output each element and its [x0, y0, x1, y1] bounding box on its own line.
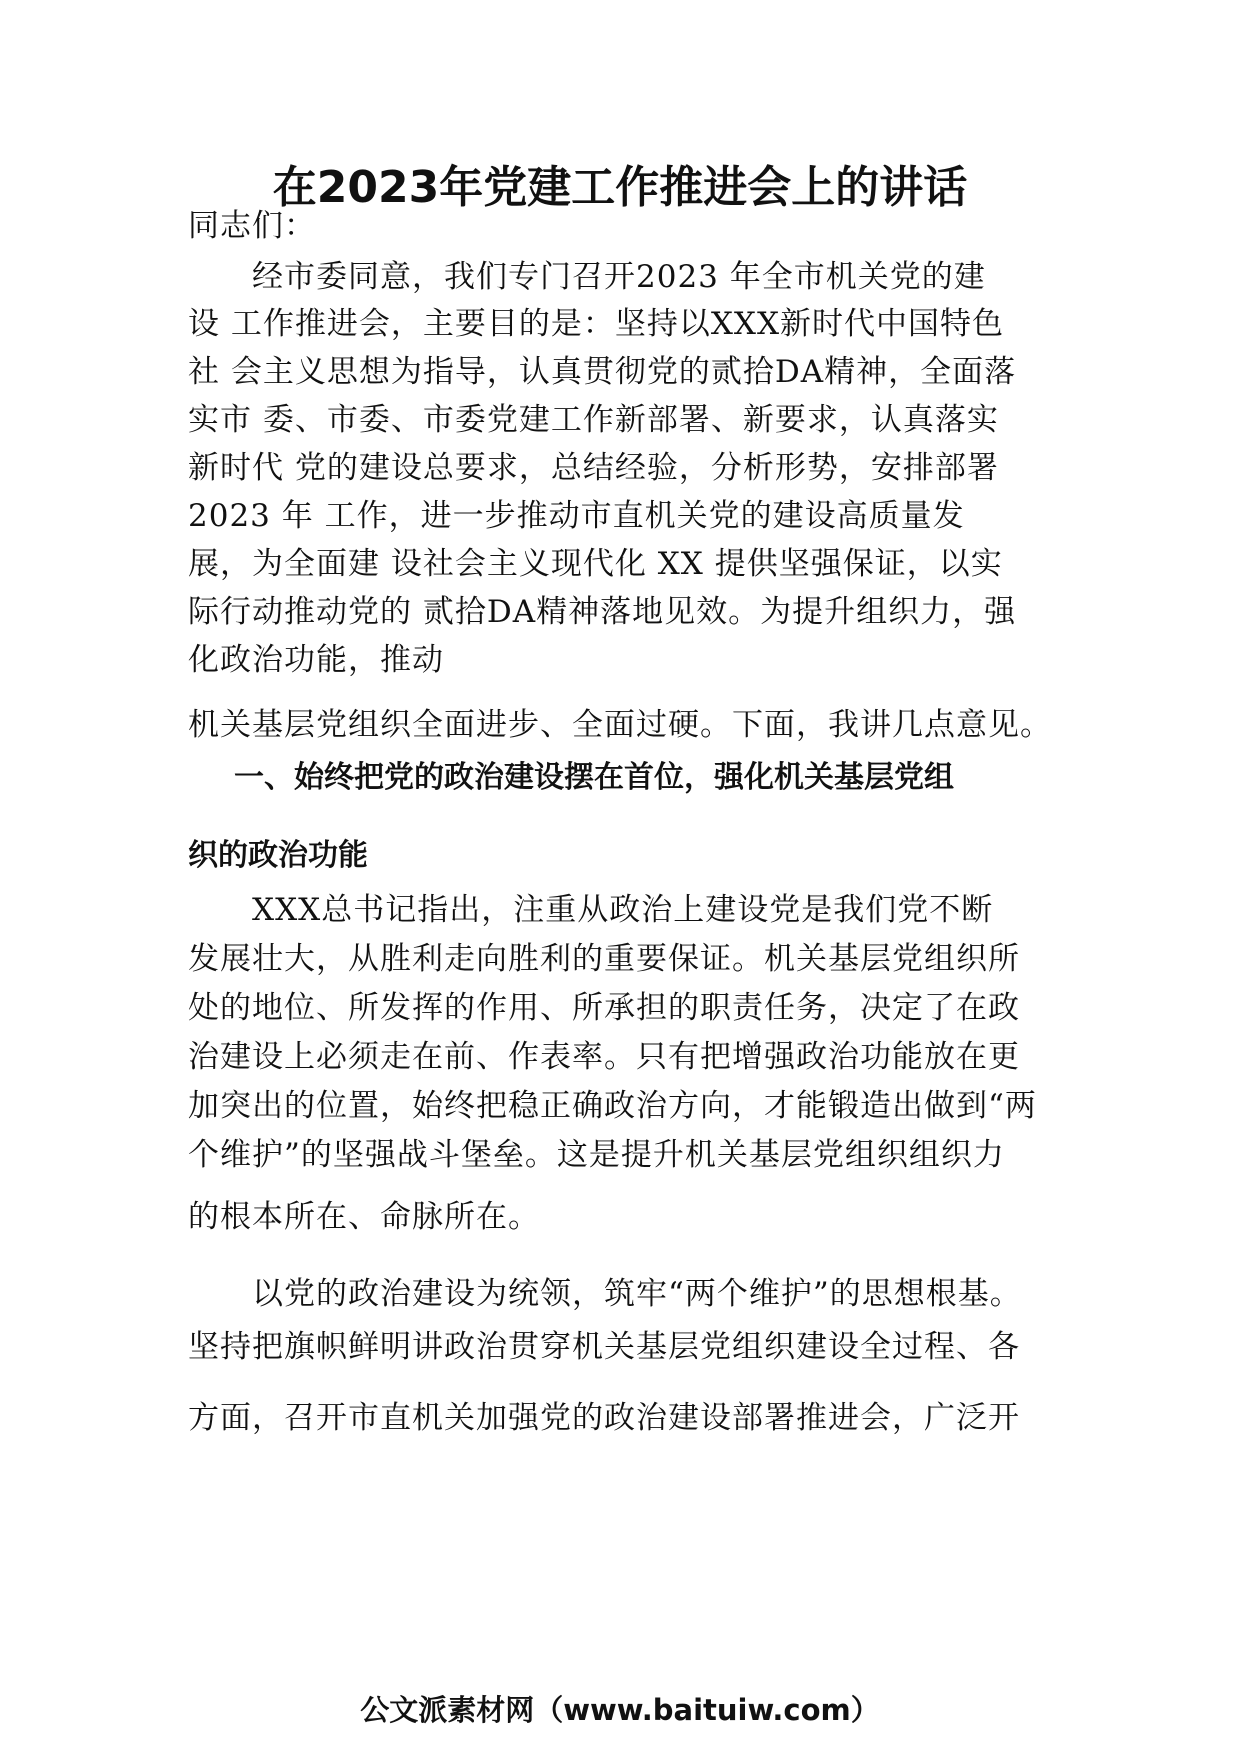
paragraph-line: 设 工作推进会，主要目的是：坚持以XXX新时代中国特色: [188, 306, 1005, 342]
salutation: 同志们：: [188, 208, 316, 244]
document-title: 在2023年党建工作推进会上的讲话: [272, 162, 968, 213]
paragraph-line: 以党的政治建设为统领，筑牢“两个维护”的思想根基。: [188, 1276, 1022, 1312]
footer-watermark-text: 公文派素材网（www.baituiw.com）: [360, 1693, 880, 1727]
paragraph-line: 实市 委、市委、市委党建工作新部署、新要求，认真落实: [188, 402, 999, 438]
paragraph-line: XXX总书记指出，注重从政治上建设党是我们党不断: [188, 892, 994, 928]
paragraph-line: 处的地位、所发挥的作用、所承担的职责任务，决定了在政: [188, 990, 1020, 1026]
paragraph-line: 际行动推动党的 贰拾DA精神落地见效。为提升组织力，强: [188, 594, 1017, 630]
paragraph-line: 新时代 党的建设总要求，总结经验，分析形势，安排部署: [188, 450, 999, 486]
paragraph-line: 2023 年 工作，进一步推动市直机关党的建设高质量发: [188, 498, 965, 534]
section-heading-continued: 织的政治功能: [188, 838, 368, 873]
paragraph-line: 坚持把旗帜鲜明讲政治贯穿机关基层党组织建设全过程、各: [188, 1329, 1020, 1365]
paragraph-line: 治建设上必须走在前、作表率。只有把增强政治功能放在更: [188, 1039, 1020, 1075]
paragraph-line: 社 会主义思想为指导，认真贯彻党的贰拾DA精神，全面落: [188, 354, 1017, 390]
paragraph-line: 经市委同意，我们专门召开2023 年全市机关党的建: [188, 259, 986, 295]
paragraph-line: 方面，召开市直机关加强党的政治建设部署推进会，广泛开: [188, 1400, 1020, 1436]
paragraph-line: 化政治功能，推动: [188, 642, 444, 678]
section-heading: 一、始终把党的政治建设摆在首位，强化机关基层党组: [234, 760, 954, 795]
paragraph-line: 加突出的位置，始终把稳正确政治方向，才能锻造出做到“两: [188, 1088, 1037, 1124]
paragraph-line: 的根本所在、命脉所在。: [188, 1199, 540, 1235]
paragraph-line: 发展壮大，从胜利走向胜利的重要保证。机关基层党组织所: [188, 941, 1020, 977]
paragraph-line: 个维护”的坚强战斗堡垒。这是提升机关基层党组织组织力: [188, 1137, 1005, 1173]
paragraph-line: 展，为全面建 设社会主义现代化 XX 提供坚强保证，以实: [188, 546, 1003, 582]
paragraph-line: 机关基层党组织全面进步、全面过硬。下面，我讲几点意见。: [188, 707, 1052, 743]
